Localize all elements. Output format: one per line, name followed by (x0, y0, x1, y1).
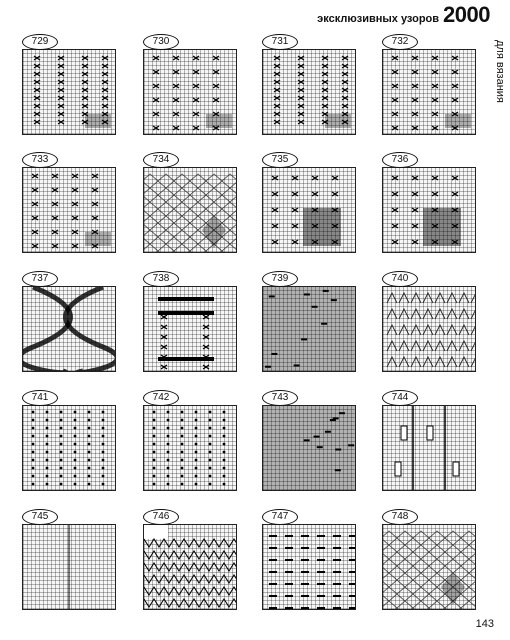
header-number: 2000 (443, 2, 490, 27)
chart-symbols (263, 287, 355, 371)
pattern-number-badge: 730 (143, 34, 179, 50)
pattern-number-badge: 733 (22, 152, 58, 168)
knitting-chart (143, 49, 237, 135)
chart-symbols (383, 525, 475, 609)
pattern-number-badge: 731 (262, 34, 298, 50)
chart-symbols (144, 168, 236, 252)
pattern-number-badge: 740 (382, 271, 418, 287)
pattern-number-badge: 743 (262, 390, 298, 406)
chart-symbols (263, 50, 355, 134)
pattern-number-badge: 739 (262, 271, 298, 287)
knitting-chart (22, 49, 116, 135)
pattern-number-badge: 734 (143, 152, 179, 168)
knitting-chart (262, 286, 356, 372)
pattern-number-badge: 748 (382, 509, 418, 525)
pattern-number-badge: 742 (143, 390, 179, 406)
knitting-chart (262, 405, 356, 491)
chart-symbols (144, 406, 236, 490)
chart-symbols (23, 50, 115, 134)
knitting-chart (143, 405, 237, 491)
chart-symbols (23, 525, 115, 609)
knitting-chart (262, 524, 356, 610)
knitting-chart (262, 49, 356, 135)
chart-symbols (144, 50, 236, 134)
knitting-chart (262, 167, 356, 253)
knitting-chart (382, 167, 476, 253)
chart-symbols (263, 168, 355, 252)
chart-symbols (383, 168, 475, 252)
chart-symbols (383, 50, 475, 134)
chart-symbols (23, 168, 115, 252)
pattern-number-badge: 747 (262, 509, 298, 525)
pattern-number-badge: 736 (382, 152, 418, 168)
knitting-chart (382, 524, 476, 610)
knitting-chart (382, 405, 476, 491)
knitting-chart (382, 49, 476, 135)
pattern-number-badge: 746 (143, 509, 179, 525)
knitting-chart (143, 524, 237, 610)
pattern-number-badge: 737 (22, 271, 58, 287)
chart-symbols (144, 525, 236, 609)
knitting-chart (143, 167, 237, 253)
knitting-chart (22, 286, 116, 372)
chart-symbols (383, 406, 475, 490)
knitting-chart (22, 167, 116, 253)
header-title: эксклюзивных узоров (317, 13, 440, 25)
chart-symbols (263, 525, 355, 609)
page-number: 143 (475, 618, 494, 630)
pattern-number-badge: 745 (22, 509, 58, 525)
knitting-chart (22, 524, 116, 610)
chart-symbols (23, 406, 115, 490)
pattern-number-badge: 735 (262, 152, 298, 168)
chart-symbols (263, 406, 355, 490)
chart-symbols (383, 287, 475, 371)
knitting-chart (22, 405, 116, 491)
pattern-number-badge: 744 (382, 390, 418, 406)
knitting-chart (382, 286, 476, 372)
side-label: для вязания (494, 40, 506, 103)
pattern-number-badge: 729 (22, 34, 58, 50)
knitting-chart (143, 286, 237, 372)
chart-symbols (144, 287, 236, 371)
pattern-number-badge: 738 (143, 271, 179, 287)
pattern-number-badge: 741 (22, 390, 58, 406)
chart-symbols (23, 287, 115, 371)
pattern-number-badge: 732 (382, 34, 418, 50)
